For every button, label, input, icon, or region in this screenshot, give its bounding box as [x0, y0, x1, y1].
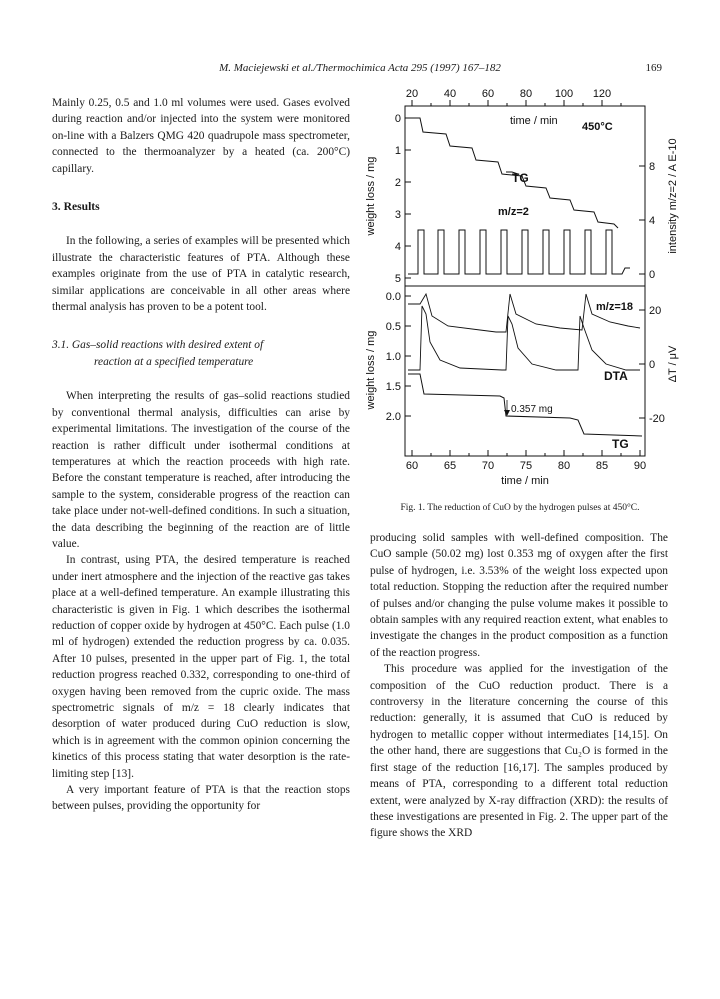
- bottom-y-right-tick-label: 0: [649, 359, 656, 371]
- top-y-right-tick-label: 8: [649, 161, 656, 173]
- top-y-right-tick-label: 4: [649, 215, 656, 227]
- tg-label-bottom: TG: [612, 437, 629, 451]
- bottom-x-tick-label: 85: [595, 460, 609, 472]
- subsection-heading-line1: 3.1. Gas–solid reactions with desired extent of: [52, 339, 264, 352]
- bottom-y-left-tick-label: 1.5: [385, 381, 401, 393]
- right-column: [370, 530, 668, 842]
- top-y-left-tick-label: 0: [394, 113, 401, 125]
- bottom-y-left-ticks: [405, 296, 411, 416]
- mz18-curve: [408, 294, 640, 332]
- paragraph: In contrast, using PTA, the desired temperature is reached under inert atmosphere and the injection of the reactive gas takes place at a well-defined temperature. An example illustrating this characteristic is given in Fig. 1 which describes the isothermal reduction of copper oxide by hydrogen at 450°C. Each pulse (1.0 ml of hydrogen) extended the reduction progress by ca. 0.035. After 10 pulses, presented in the upper part of Fig. 1, the total reduction progress reached 0.332, corresponding to one-third of oxygen having been removed from the cupric oxide. The mass spectrometric signals of m/z = 18 clearly indicates that desorption of water produced during CuO reduction is slow, which is in agreement with the common opinion concerning the kinetics of this process stating that water desorption is the rate-limiting step [13].: [52, 554, 350, 780]
- bottom-x-tick-label: 90: [633, 460, 647, 472]
- paragraph: A very important feature of PTA is that the reaction stops between pulses, providing the opportunity for: [52, 784, 350, 813]
- top-y-left-tick-label: 5: [394, 273, 401, 285]
- figure-1: [360, 78, 690, 498]
- bottom-x-tick-label: 60: [405, 460, 419, 472]
- top-y-left-tick-label: 2: [394, 177, 401, 189]
- tg-label-top: TG: [512, 171, 529, 185]
- section-heading-results: 3. Results: [52, 200, 100, 214]
- top-y-left-tick-label: 4: [394, 241, 401, 253]
- bottom-y-left-tick-label: 1.0: [385, 351, 401, 363]
- top-x-tick-label: 120: [592, 88, 612, 100]
- left-column: [52, 95, 350, 815]
- top-y-left-tick-label: 1: [394, 145, 401, 157]
- bottom-y-right-tick-label: -20: [649, 413, 665, 425]
- bottom-time-label: time / min: [501, 475, 549, 487]
- top-y-right-ticks: [639, 166, 645, 274]
- dta-curve: [408, 306, 640, 370]
- top-x-tick-label: 100: [554, 88, 574, 100]
- bottom-y-right-axis-label: ΔT / μV: [667, 345, 679, 383]
- top-x-tick-label: 20: [405, 88, 419, 100]
- top-y-left-tick-label: 3: [394, 209, 401, 221]
- bottom-y-left-tick-label: 0.5: [385, 321, 401, 333]
- top-time-label: time / min: [510, 115, 558, 127]
- bottom-y-left-tick-label: 2.0: [385, 411, 401, 423]
- top-panel-frame: [405, 106, 645, 286]
- mz2-pulses: [408, 230, 630, 274]
- bottom-y-right-ticks: [639, 310, 645, 418]
- bottom-y-left-axis-label: weight loss / mg: [365, 330, 377, 410]
- running-header: [0, 62, 720, 78]
- bottom-x-tick-label: 80: [557, 460, 571, 472]
- mz2-label: m/z=2: [498, 206, 529, 218]
- top-y-right-tick-label: 0: [649, 269, 656, 281]
- figure-caption: Fig. 1. The reduction of CuO by the hydrogen pulses at 450°C.: [400, 503, 640, 513]
- paragraph: Mainly 0.25, 0.5 and 1.0 ml volumes were used. Gases evolved during reaction and/or injected into the system were monitored on-line with a Balzers QMG 420 quadrupole mass spectrometer, connected to the thermoanalyzer by a heated (ca. 200°C) capillary.: [52, 97, 350, 175]
- paragraph: In the following, a series of examples will be presented which illustrate the characteristic features of PTA. Although these examples originate from the use of PTA in catalytic research, similar applications are conceivable in all other areas where thermal analysis has proven to be a potent tool.: [52, 235, 350, 314]
- top-y-left-ticks: [405, 118, 411, 278]
- top-x-tick-label: 60: [481, 88, 495, 100]
- figure-plot: [360, 78, 690, 498]
- step-label: 0.357 mg: [511, 404, 553, 415]
- top-x-ticks: [412, 100, 621, 106]
- subsection-heading: [52, 337, 350, 370]
- paragraph: This procedure was applied for the investigation of the composition of the CuO reduction product. There is a controversy in the literature concerning the course of this reduction: generally, it is assumed that CuO is reduced by hydrogen to metallic copper without intermediates [14,15]. On the other hand, there are suggestions that Cu₂O is formed in the first stage of the reduction [16,17]. The samples produced by means of PTA, corresponding to a different total reduction extent, were analyzed by X-ray diffraction (XRD): the results of these investigations are presented in Fig. 2. The upper part of the figure shows the XRD: [370, 663, 668, 840]
- mz18-label: m/z=18: [596, 301, 633, 313]
- top-y-left-axis-label: weight loss / mg: [365, 156, 377, 236]
- top-y-right-axis-label: intensity m/z=2 / A E-10: [667, 138, 679, 254]
- bottom-y-right-tick-label: 20: [649, 305, 662, 317]
- bottom-x-tick-label: 75: [519, 460, 533, 472]
- running-title: M. Maciejewski et al./Thermochimica Acta 295 (1997) 167–182: [219, 62, 501, 74]
- top-x-tick-label: 80: [519, 88, 533, 100]
- subsection-heading-line2: reaction at a specified temperature: [94, 355, 254, 368]
- step-arrow-head: [504, 410, 510, 416]
- bottom-x-tick-label: 65: [443, 460, 457, 472]
- bottom-y-left-tick-label: 0.0: [385, 291, 401, 303]
- bottom-x-tick-label: 70: [481, 460, 495, 472]
- page-number: 169: [645, 62, 662, 74]
- temperature-label: 450°C: [582, 121, 613, 133]
- dta-label: DTA: [604, 369, 628, 383]
- bottom-x-ticks: [412, 450, 640, 456]
- paragraph: When interpreting the results of gas–solid reactions studied by conventional thermal analysis, difficulties can arise by experimental limitations. The investigation of the course of the reaction is rather difficult under isothermal conditions at temperatures at which the reaction proceeds with high rate. Before the constant temperature is reached, after introducing the sample to the system, considerable progress of the reaction can take place under not-well-defined conditions. In such a situation, the data describing the beginning of the reaction are of little value.: [52, 390, 350, 550]
- paragraph: producing solid samples with well-defined composition. The CuO sample (50.02 mg) lost 0.353 mg of oxygen after the first pulse of hydrogen, i.e. 3.53% of the weight loss expected upon total reduction. Stopping the reduction after the required number of pulses and/or changing the pulse volume makes it possible to obtain samples with any required reaction extent, what enables to investigate the changes in the product composition as a function of the reaction progress.: [370, 532, 668, 659]
- top-x-tick-label: 40: [443, 88, 457, 100]
